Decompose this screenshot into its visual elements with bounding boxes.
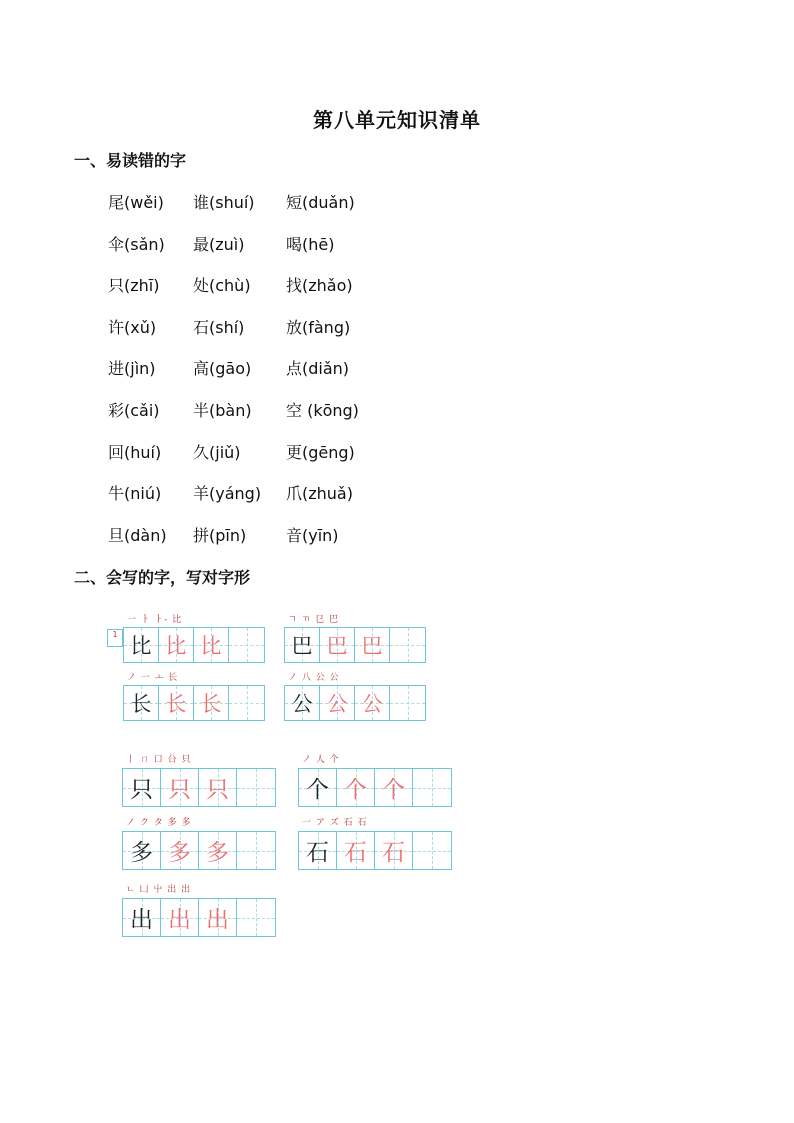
trace-character: 公 (361, 692, 383, 716)
pinyin-item: 短(duǎn) (286, 193, 355, 212)
tian-grid-cell (123, 769, 161, 806)
tian-grid-cell (123, 899, 161, 936)
tian-grid-cell (194, 628, 229, 662)
stroke-order: ㄴ 凵 屮 出 出 (126, 885, 192, 895)
pinyin-item: 处(chù) (193, 276, 251, 296)
stroke-order: ノ ク タ 多 多 (126, 818, 192, 828)
marker-box: 1 (107, 629, 123, 647)
tian-grid-cell (194, 686, 229, 720)
pinyin-item: 爪(zhuǎ) (286, 484, 353, 504)
tian-grid-cell (159, 628, 194, 662)
tian-grid-cell (355, 628, 390, 662)
pinyin-item: 半(bàn) (193, 401, 252, 420)
pinyin-item: 回(huí) (108, 442, 162, 462)
pinyin-item: 喝(hē) (286, 234, 335, 254)
pinyin-item: 只(zhī) (108, 276, 160, 296)
pinyin-item: 进(jìn) (108, 359, 156, 379)
pinyin-item: 久(jiǔ) (193, 442, 241, 462)
pinyin-item: 羊(yáng) (193, 484, 262, 504)
tian-grid-row (284, 685, 426, 721)
tian-grid-cell (375, 832, 413, 869)
trace-character: 巴 (326, 634, 348, 658)
tian-grid-cell (199, 769, 237, 806)
tian-grid-row (123, 627, 265, 663)
tian-grid-row (122, 898, 276, 937)
tian-grid-cell (199, 899, 237, 936)
tian-grid-cell[interactable] (237, 832, 275, 869)
pinyin-item: 拼(pīn) (193, 525, 247, 545)
tian-grid-cell (159, 686, 194, 720)
tian-grid-cell[interactable] (229, 686, 264, 720)
trace-character: 出 (168, 907, 191, 933)
tian-grid-cell (124, 686, 159, 720)
model-character: 长 (130, 692, 152, 716)
trace-character: 比 (165, 634, 187, 658)
tian-grid-cell (320, 628, 355, 662)
tian-grid-cell (355, 686, 390, 720)
trace-character: 巴 (361, 634, 383, 658)
tian-grid-row (123, 685, 265, 721)
stroke-order: ノ 人 个 (302, 755, 340, 765)
trace-character: 只 (206, 777, 229, 803)
pinyin-item: 谁(shuí) (193, 193, 255, 212)
pinyin-item: 点(diǎn) (286, 359, 350, 379)
model-character: 个 (306, 777, 329, 803)
stroke-order: 一 ア ズ 石 石 (302, 818, 368, 828)
stroke-order: ノ 八 公 公 (288, 673, 340, 683)
tian-grid-cell (123, 832, 161, 869)
section-heading-misread: 一、易读错的字 (74, 151, 187, 170)
tian-grid-cell[interactable] (413, 769, 451, 806)
model-character: 石 (306, 840, 329, 866)
model-character: 巴 (291, 634, 313, 658)
tian-grid-cell[interactable] (390, 628, 425, 662)
tian-grid-cell (124, 628, 159, 662)
trace-character: 石 (382, 840, 405, 866)
pinyin-item: 最(zuì) (193, 234, 245, 254)
tian-grid-cell (337, 832, 375, 869)
tian-grid-cell (299, 769, 337, 806)
tian-grid-cell[interactable] (237, 899, 275, 936)
tian-grid-cell (285, 628, 320, 662)
tian-grid-cell[interactable] (237, 769, 275, 806)
tian-grid-row (122, 831, 276, 870)
pinyin-item: 更(gēng) (286, 442, 355, 462)
pinyin-item: 石(shí) (193, 317, 245, 337)
pinyin-item: 高(gāo) (193, 359, 252, 379)
tian-grid-cell (161, 899, 199, 936)
stroke-order: ㄱ ㄲ 㔾 巴 (288, 615, 339, 625)
trace-character: 个 (344, 777, 367, 803)
pinyin-item: 尾(wěi) (108, 193, 164, 212)
tian-grid-cell (161, 769, 199, 806)
pinyin-item: 找(zhǎo) (286, 276, 353, 296)
tian-grid-row (122, 768, 276, 807)
page-title: 第八单元知识清单 (313, 108, 481, 132)
trace-character: 多 (168, 840, 191, 866)
trace-character: 出 (206, 907, 229, 933)
tian-grid-cell (299, 832, 337, 869)
trace-character: 长 (165, 692, 187, 716)
trace-character: 多 (206, 840, 229, 866)
pinyin-item: 伞(sǎn) (108, 234, 165, 254)
tian-grid-cell (285, 686, 320, 720)
tian-grid-row (284, 627, 426, 663)
tian-grid-row (298, 831, 452, 870)
model-character: 只 (130, 777, 153, 803)
model-character: 比 (130, 634, 152, 658)
stroke-order: ノ 一 ㅗ 长 (127, 673, 179, 683)
pinyin-item: 许(xǔ) (108, 317, 157, 337)
pinyin-item: 空 (kōng) (286, 401, 359, 420)
pinyin-item: 旦(dàn) (108, 525, 167, 545)
model-character: 多 (130, 840, 153, 866)
stroke-order: 丨 ㄇ 口 㕣 只 (126, 755, 192, 765)
tian-grid-cell (320, 686, 355, 720)
pinyin-item: 彩(cǎi) (108, 401, 160, 420)
tian-grid-cell[interactable] (413, 832, 451, 869)
stroke-order: 一 ㅏ ㅏ‑ 比 (127, 615, 183, 625)
tian-grid-row (298, 768, 452, 807)
pinyin-item: 牛(niú) (108, 484, 162, 504)
tian-grid-cell[interactable] (390, 686, 425, 720)
trace-character: 长 (200, 692, 222, 716)
trace-character: 公 (326, 692, 348, 716)
tian-grid-cell[interactable] (229, 628, 264, 662)
tian-grid-cell (375, 769, 413, 806)
tian-grid-cell (161, 832, 199, 869)
tian-grid-cell (199, 832, 237, 869)
pinyin-item: 放(fàng) (286, 317, 351, 337)
model-character: 出 (130, 907, 153, 933)
trace-character: 石 (344, 840, 367, 866)
tian-grid-cell (337, 769, 375, 806)
trace-character: 只 (168, 777, 191, 803)
trace-character: 个 (382, 777, 405, 803)
trace-character: 比 (200, 634, 222, 658)
model-character: 公 (291, 692, 313, 716)
section-heading-writing: 二、会写的字，写对字形 (74, 568, 251, 587)
pinyin-item: 音(yīn) (286, 525, 339, 545)
